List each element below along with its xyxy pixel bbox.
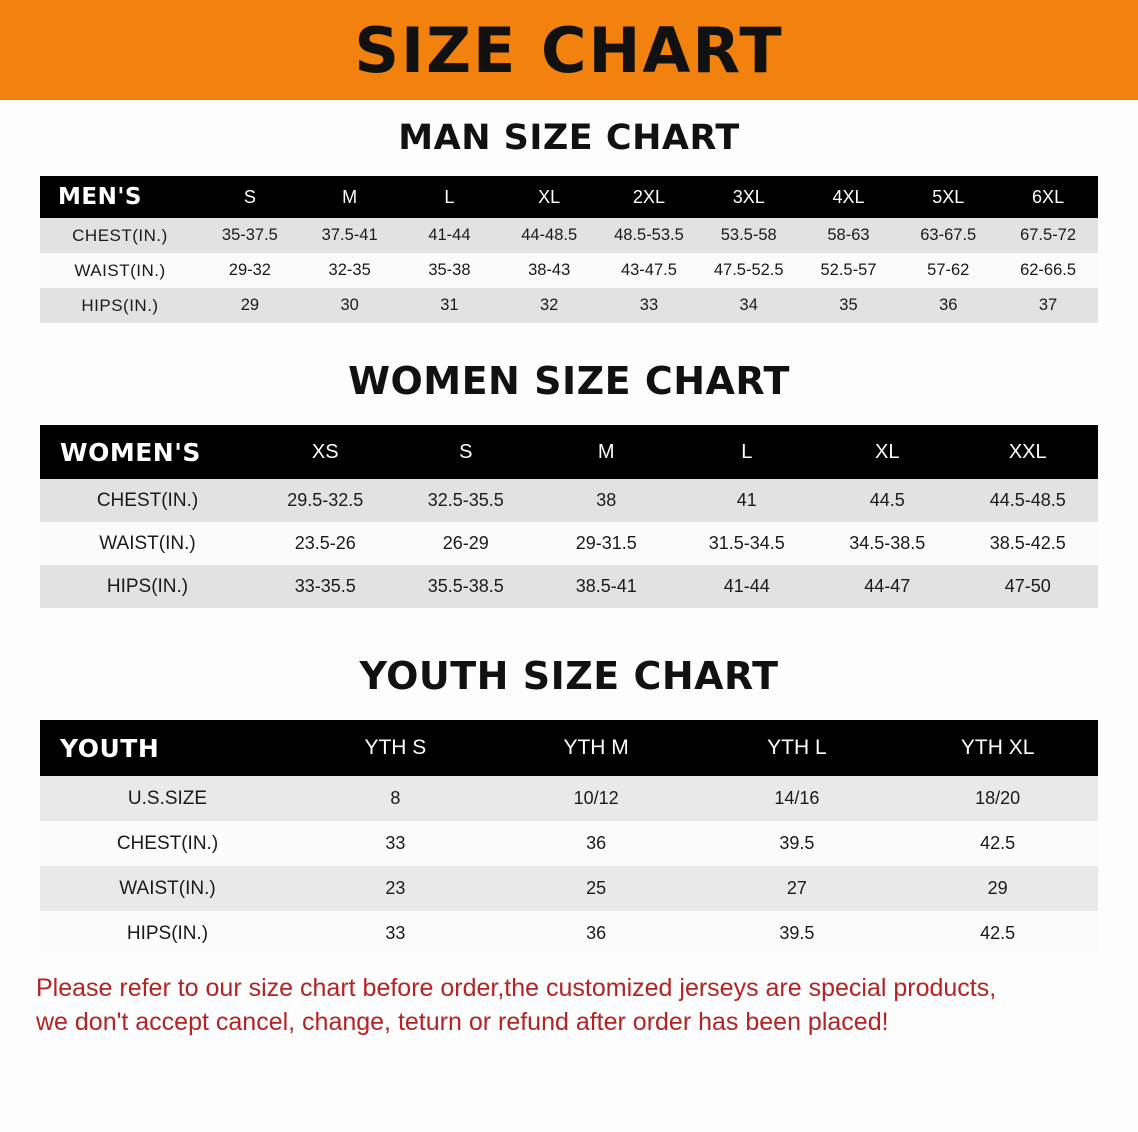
table-cell: 32.5-35.5 <box>396 479 537 522</box>
table-cell: 43-47.5 <box>599 253 699 288</box>
women-size-table-wrap <box>40 425 1098 608</box>
table-cell: 33-35.5 <box>255 565 396 608</box>
table-header-row <box>40 425 1098 479</box>
page-title: SIZE CHART <box>354 14 784 87</box>
table-cell: 38.5-42.5 <box>958 522 1099 565</box>
table-cell: 37 <box>998 288 1098 323</box>
table-cell: 34 <box>699 288 799 323</box>
table-cell: 26-29 <box>396 522 537 565</box>
men-size-header: 3XL <box>699 176 799 218</box>
table-cell: 36 <box>496 821 697 866</box>
youth-size-table-wrap <box>40 720 1098 956</box>
table-cell: 18/20 <box>897 776 1098 821</box>
table-row <box>40 479 1098 522</box>
table-cell: 33 <box>295 821 496 866</box>
row-label: CHEST(IN.) <box>40 218 200 253</box>
notice-line-2: we don't accept cancel, change, teturn or refund after order has been placed! <box>36 1007 889 1036</box>
table-cell: 53.5-58 <box>699 218 799 253</box>
row-label: HIPS(IN.) <box>40 911 295 956</box>
men-section-heading: MAN SIZE CHART <box>398 118 740 158</box>
table-cell: 44-48.5 <box>499 218 599 253</box>
table-header-row <box>40 720 1098 776</box>
men-size-header: 6XL <box>998 176 1098 218</box>
row-label: HIPS(IN.) <box>40 565 255 608</box>
table-cell: 29.5-32.5 <box>255 479 396 522</box>
table-cell: 41-44 <box>400 218 500 253</box>
table-cell: 29 <box>897 866 1098 911</box>
women-size-header: S <box>396 425 537 479</box>
table-cell: 44-47 <box>817 565 958 608</box>
table-cell: 23 <box>295 866 496 911</box>
table-cell: 44.5-48.5 <box>958 479 1099 522</box>
table-cell: 63-67.5 <box>898 218 998 253</box>
table-cell: 67.5-72 <box>998 218 1098 253</box>
table-cell: 39.5 <box>697 821 898 866</box>
women-size-header: M <box>536 425 677 479</box>
table-row <box>40 565 1098 608</box>
table-cell: 36 <box>496 911 697 956</box>
table-cell: 33 <box>295 911 496 956</box>
table-cell: 48.5-53.5 <box>599 218 699 253</box>
youth-size-header: YTH XL <box>897 720 1098 776</box>
table-cell: 30 <box>300 288 400 323</box>
table-cell: 41-44 <box>677 565 818 608</box>
youth-size-header: YTH L <box>697 720 898 776</box>
row-label: WAIST(IN.) <box>40 253 200 288</box>
men-corner-label: MEN'S <box>40 176 200 218</box>
women-size-header: L <box>677 425 818 479</box>
women-size-header: XXL <box>958 425 1099 479</box>
table-cell: 39.5 <box>697 911 898 956</box>
row-label: CHEST(IN.) <box>40 821 295 866</box>
table-cell: 23.5-26 <box>255 522 396 565</box>
men-size-header: S <box>200 176 300 218</box>
table-cell: 62-66.5 <box>998 253 1098 288</box>
table-cell: 52.5-57 <box>799 253 899 288</box>
table-header-row <box>40 176 1098 218</box>
table-cell: 41 <box>677 479 818 522</box>
table-cell: 33 <box>599 288 699 323</box>
table-cell: 35.5-38.5 <box>396 565 537 608</box>
page-banner <box>0 0 1138 100</box>
table-cell: 31.5-34.5 <box>677 522 818 565</box>
row-label: U.S.SIZE <box>40 776 295 821</box>
table-cell: 42.5 <box>897 911 1098 956</box>
women-size-header: XL <box>817 425 958 479</box>
youth-corner-label: YOUTH <box>40 720 295 776</box>
table-cell: 36 <box>898 288 998 323</box>
table-cell: 25 <box>496 866 697 911</box>
men-size-table <box>40 176 1098 323</box>
table-cell: 37.5-41 <box>300 218 400 253</box>
men-size-header: M <box>300 176 400 218</box>
row-label: CHEST(IN.) <box>40 479 255 522</box>
women-size-table <box>40 425 1098 608</box>
table-cell: 32 <box>499 288 599 323</box>
table-row <box>40 288 1098 323</box>
women-size-header: XS <box>255 425 396 479</box>
table-row <box>40 911 1098 956</box>
youth-size-table <box>40 720 1098 956</box>
notice-line-1: Please refer to our size chart before order,the customized jerseys are special products, <box>36 974 997 1002</box>
table-row <box>40 821 1098 866</box>
men-size-header: 4XL <box>799 176 899 218</box>
table-cell: 35-37.5 <box>200 218 300 253</box>
table-row <box>40 522 1098 565</box>
row-label: WAIST(IN.) <box>40 522 255 565</box>
table-row <box>40 866 1098 911</box>
table-row <box>40 253 1098 288</box>
order-policy-notice <box>36 972 1102 1040</box>
youth-section-heading: YOUTH SIZE CHART <box>359 654 779 698</box>
men-size-header: 2XL <box>599 176 699 218</box>
youth-size-header: YTH M <box>496 720 697 776</box>
table-cell: 47-50 <box>958 565 1099 608</box>
table-cell: 29 <box>200 288 300 323</box>
table-cell: 35-38 <box>400 253 500 288</box>
table-cell: 38-43 <box>499 253 599 288</box>
women-corner-label: WOMEN'S <box>40 425 255 479</box>
table-cell: 42.5 <box>897 821 1098 866</box>
table-cell: 29-31.5 <box>536 522 677 565</box>
table-cell: 44.5 <box>817 479 958 522</box>
men-size-table-wrap <box>40 176 1098 323</box>
table-cell: 35 <box>799 288 899 323</box>
row-label: WAIST(IN.) <box>40 866 295 911</box>
men-size-header: XL <box>499 176 599 218</box>
table-row <box>40 218 1098 253</box>
table-cell: 38 <box>536 479 677 522</box>
women-section-heading: WOMEN SIZE CHART <box>348 359 790 403</box>
table-cell: 31 <box>400 288 500 323</box>
youth-size-header: YTH S <box>295 720 496 776</box>
table-cell: 29-32 <box>200 253 300 288</box>
men-size-header: 5XL <box>898 176 998 218</box>
table-cell: 8 <box>295 776 496 821</box>
table-cell: 27 <box>697 866 898 911</box>
men-size-header: L <box>400 176 500 218</box>
table-cell: 47.5-52.5 <box>699 253 799 288</box>
row-label: HIPS(IN.) <box>40 288 200 323</box>
table-cell: 14/16 <box>697 776 898 821</box>
table-cell: 38.5-41 <box>536 565 677 608</box>
table-cell: 57-62 <box>898 253 998 288</box>
table-cell: 32-35 <box>300 253 400 288</box>
table-cell: 10/12 <box>496 776 697 821</box>
table-cell: 34.5-38.5 <box>817 522 958 565</box>
table-cell: 58-63 <box>799 218 899 253</box>
table-row <box>40 776 1098 821</box>
